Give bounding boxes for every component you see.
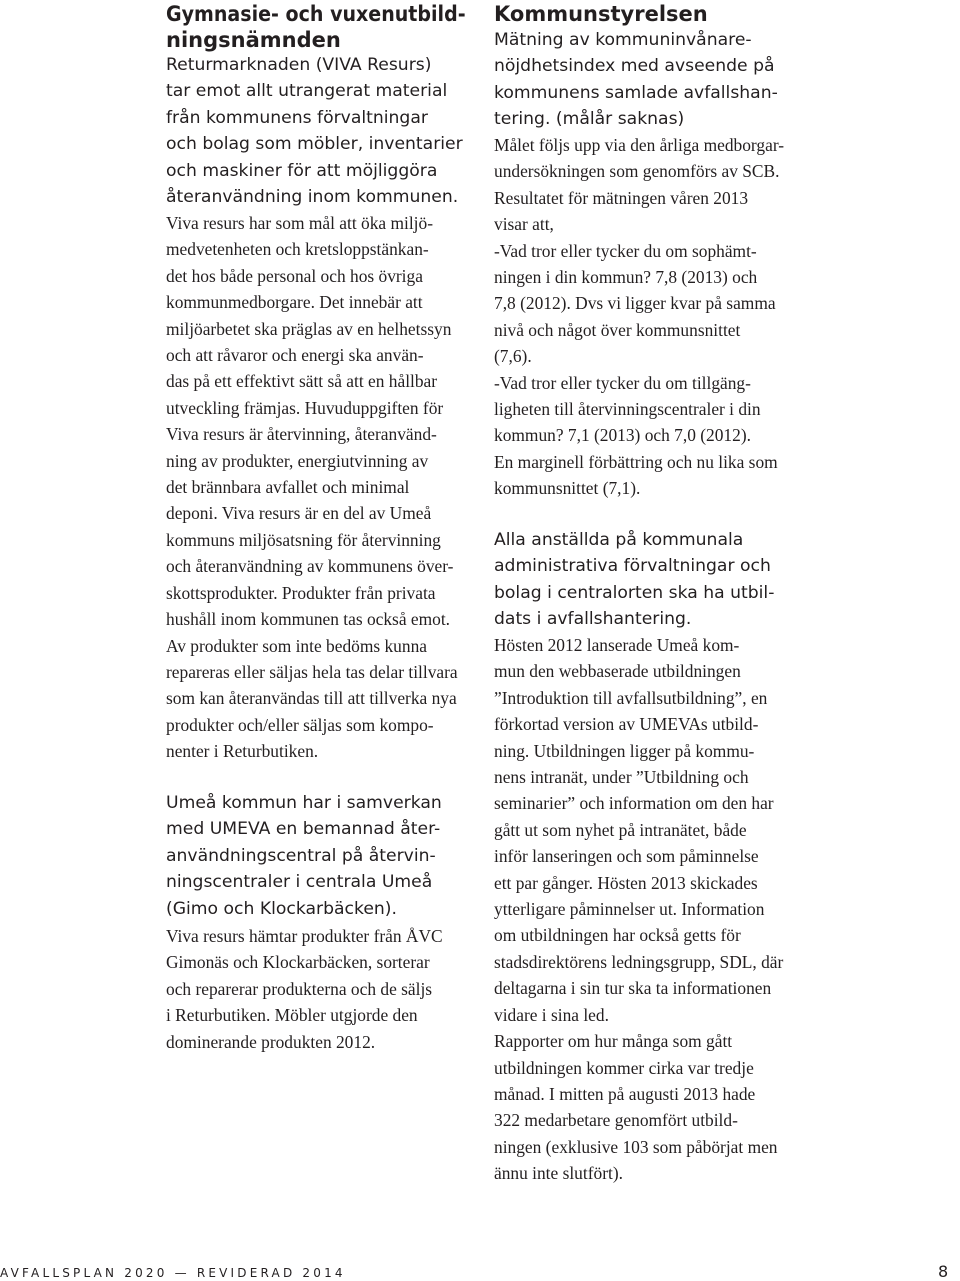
text-line: miljöarbetet ska präglas av en helhetssyn xyxy=(166,318,452,339)
text-line: och att råvaror och energi ska använ- xyxy=(166,345,424,366)
text-line: 7,8 (2012). Dvs vi ligger kvar på samma xyxy=(494,293,776,314)
text-line: användningscentral på återvin- xyxy=(166,845,436,866)
subheading-anstallda xyxy=(494,527,774,633)
text-line: kommun? 7,1 (2013) och 7,0 (2012). xyxy=(494,425,751,446)
text-line: das på ett effektivt sätt så att en hållbar xyxy=(166,371,438,392)
text-line: deltagarna i sin tur ska ta informationen xyxy=(494,978,772,999)
text-line: Alla anställda på kommunala xyxy=(494,530,744,550)
text-line: Av produkter som inte bedöms kunna xyxy=(166,635,427,656)
footer-document-title: AVFALLSPLAN 2020 — REVIDERAD 2014 xyxy=(0,1266,346,1280)
text-line: produkter och/eller säljas som kompo- xyxy=(166,714,434,735)
text-line: mun den webbaserade utbildningen xyxy=(494,661,741,682)
text-line: månad. I mitten på augusti 2013 hade xyxy=(494,1083,756,1104)
text-line: det brännbara avfallet och minimal xyxy=(166,477,410,498)
text-line: Gymnasie- och vuxenutbild- xyxy=(166,2,466,26)
text-line: deponi. Viva resurs är en del av Umeå xyxy=(166,503,432,524)
text-line: ytterligare påminnelser ut. Information xyxy=(494,899,765,920)
text-line: Viva resurs är återvinning, återanvänd- xyxy=(166,424,437,445)
text-line: inför lanseringen och som påminnelse xyxy=(494,846,759,867)
text-line: (7,6). xyxy=(494,346,532,367)
text-line: Rapporter om hur många som gått xyxy=(494,1031,733,1052)
text-line: undersökningen som genomförs av SCB. xyxy=(494,161,780,182)
section-body-viva-resurs xyxy=(166,210,458,765)
text-line: återanvändning inom kommunen. xyxy=(166,187,459,208)
text-line: ningen (exklusive 103 som påbörjat men xyxy=(494,1136,778,1157)
subheading-umea-samverkan xyxy=(166,790,442,922)
section-body-utbildning xyxy=(494,632,783,1187)
section-intro-kommunstyrelsen xyxy=(494,27,778,133)
text-line: (Gimo och Klockarbäcken). xyxy=(166,898,397,919)
text-line: -Vad tror eller tycker du om tillgäng- xyxy=(494,372,751,393)
text-line: skottsprodukter. Produkter från privata xyxy=(166,582,436,603)
text-line: Hösten 2012 lanserade Umeå kom- xyxy=(494,635,740,655)
text-line: En marginell förbättring och nu lika som xyxy=(494,451,778,472)
text-line: tering. (målår saknas) xyxy=(494,109,685,130)
text-line: bolag i centralorten ska ha utbil- xyxy=(494,582,775,603)
text-line: Kommunstyrelsen xyxy=(494,2,708,26)
section-body-avc xyxy=(166,923,443,1055)
text-line: vidare i sina led. xyxy=(494,1004,609,1025)
text-line: det hos både personal och hos övriga xyxy=(166,265,423,286)
text-line: utbildningen kommer cirka var tredje xyxy=(494,1057,754,1078)
text-line: nivå och något över kommunsnittet xyxy=(494,319,741,340)
text-line: från kommunens förvaltningar xyxy=(166,107,428,128)
text-line: repareras eller säljas hela tas delar tillvara xyxy=(166,661,458,682)
text-line: Målet följs upp via den årliga medborgar- xyxy=(494,135,785,155)
text-line: Returmarknaden (VIVA Resurs) xyxy=(166,55,432,75)
text-line: Resultatet för mätningen våren 2013 xyxy=(494,187,749,208)
text-line: nöjdhetsindex med avseende på xyxy=(494,56,775,77)
text-line: och bolag som möbler, inventarier xyxy=(166,134,463,155)
text-line: och återanvändning av kommunens över- xyxy=(166,556,454,577)
text-line: dominerande produkten 2012. xyxy=(166,1031,376,1052)
text-line: kommunens samlade avfallshan- xyxy=(494,82,778,103)
text-line: nens intranät, under ”Utbildning och xyxy=(494,767,749,788)
text-line: ningsnämnden xyxy=(166,28,341,52)
text-line: visar att, xyxy=(494,214,554,235)
text-line: Umeå kommun har i samverkan xyxy=(166,793,442,813)
text-line: kommunmedborgare. Det innebär att xyxy=(166,292,423,313)
section-heading-kommunstyrelsen xyxy=(494,1,708,27)
text-line: ning av produkter, energiutvinning av xyxy=(166,450,429,471)
text-line: hushåll inom kommunen tas också emot. xyxy=(166,609,451,630)
text-line: kommuns miljösatsning för återvinning xyxy=(166,529,441,550)
text-line: Viva resurs har som mål att öka miljö- xyxy=(166,213,433,233)
text-line: ligheten till återvinningscentraler i din xyxy=(494,399,761,420)
text-line: medvetenheten och kretsloppstänkan- xyxy=(166,239,429,260)
text-line: förkortad version av UMEVAs utbild- xyxy=(494,714,759,735)
text-line: som kan återanvändas till att tillverka nya xyxy=(166,688,457,709)
text-line: ningen i din kommun? 7,8 (2013) och xyxy=(494,267,758,288)
text-line: om utbildningen har också getts för xyxy=(494,925,741,946)
text-line: Viva resurs hämtar produkter från ÅVC xyxy=(166,926,443,946)
text-line: ett par gånger. Hösten 2013 skickades xyxy=(494,872,758,893)
text-line: ännu inte slutfört). xyxy=(494,1163,623,1184)
text-line: Gimonäs och Klockarbäcken, sorterar xyxy=(166,952,430,973)
section-intro-gymnasie xyxy=(166,52,463,210)
text-line: stadsdirektörens ledningsgrupp, SDL, där xyxy=(494,951,784,972)
page-number: 8 xyxy=(938,1262,949,1281)
section-body-medborgarundersokning xyxy=(494,132,784,502)
text-line: dats i avfallshantering. xyxy=(494,609,692,630)
text-line: ning. Utbildningen ligger på kommu- xyxy=(494,740,755,761)
text-line: Mätning av kommuninvånare- xyxy=(494,30,752,50)
text-line: och maskiner för att möjliggöra xyxy=(166,160,438,181)
text-line: och reparerar produkterna och de säljs xyxy=(166,978,433,999)
text-line: nenter i Returbutiken. xyxy=(166,741,319,762)
text-line: utveckling främjas. Huvuduppgiften för xyxy=(166,397,444,418)
text-line: seminarier” och information om den har xyxy=(494,793,774,814)
text-line: -Vad tror eller tycker du om sophämt- xyxy=(494,240,757,261)
text-line: administrativa förvaltningar och xyxy=(494,556,771,577)
text-line: med UMEVA en bemannad åter- xyxy=(166,819,441,840)
text-line: 322 medarbetare genomfört utbild- xyxy=(494,1110,738,1131)
text-line: i Returbutiken. Möbler utgjorde den xyxy=(166,1005,418,1026)
text-line: gått ut som nyhet på intranätet, både xyxy=(494,819,747,840)
section-heading-gymnasie xyxy=(166,1,497,53)
text-line: tar emot allt utrangerat material xyxy=(166,81,448,102)
text-line: ningscentraler i centrala Umeå xyxy=(166,872,433,893)
text-line: kommunsnittet (7,1). xyxy=(494,478,641,499)
text-line: ”Introduktion till avfallsutbildning”, en xyxy=(494,687,768,708)
